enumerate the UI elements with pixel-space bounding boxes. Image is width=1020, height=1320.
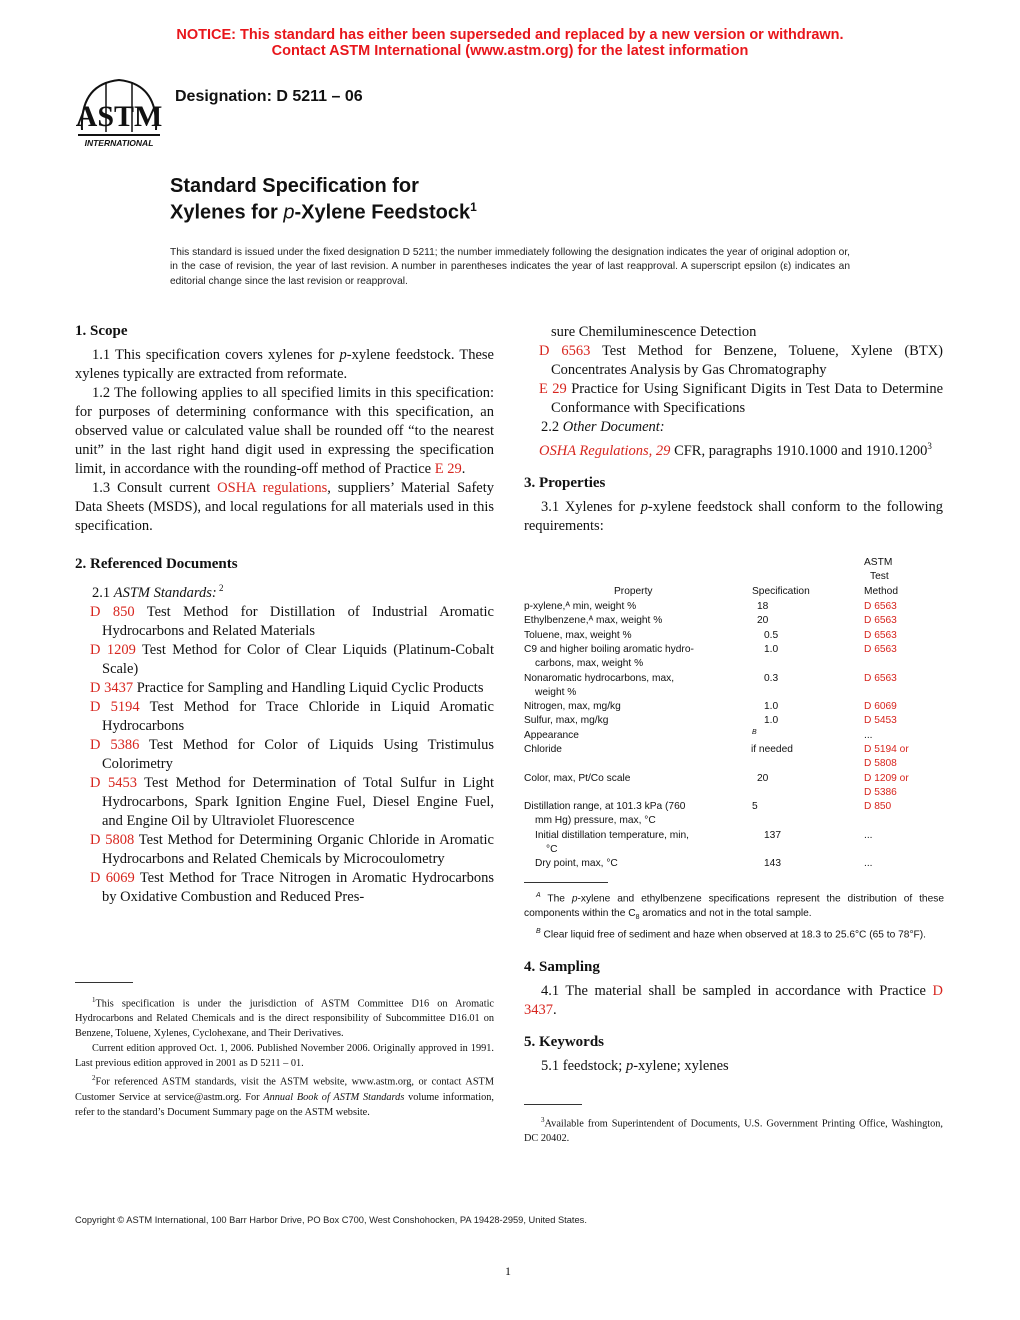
table-row (524, 857, 944, 871)
table-cell-method: ... (864, 729, 873, 741)
table-cell-property: Chloride (524, 744, 562, 755)
table-cell-property: Appearance (524, 729, 579, 741)
reference-link[interactable]: D 5808 (90, 831, 135, 848)
footnote-rule-right (524, 1104, 582, 1105)
reference-item (90, 641, 494, 679)
title-line-1: Standard Specification for (170, 175, 419, 197)
table-cell-method-cont[interactable]: D 5386 (864, 786, 897, 798)
table-cell-property-cont: carbons, max, weight % (535, 658, 644, 670)
notice-line-2: Contact ASTM International (www.astm.org) for the latest information (271, 43, 749, 59)
col-header-method-1: ASTM (864, 557, 893, 568)
reference-link[interactable]: D 6069 (90, 869, 135, 886)
designation: Designation: D 5211 – 06 (175, 88, 363, 105)
reference-title: Test Method for Color of Liquids Using Tristimulus Colorimetry (102, 736, 494, 772)
scope-1-3: 1.3 Consult current OSHA regulations, suppliers’ Material Safety Data Sheets (MSDS), and local regulations for all materials used in this specification. (75, 480, 494, 534)
left-footnotes (75, 993, 494, 1120)
table-cell-method[interactable]: D 1209 or (864, 772, 909, 784)
reference-item (90, 698, 494, 736)
table-row (524, 643, 944, 672)
logo-text: ASTM (76, 100, 162, 133)
table-cell-specification: 0.5 (764, 629, 779, 641)
sampling-heading: 4. Sampling (524, 959, 600, 975)
ref-osha: OSHA Regulations, 29 CFR, paragraphs 1910.1000 and 1910.1200$^3$ (539, 441, 932, 459)
left-column (75, 323, 494, 907)
table-cell-specification: B (752, 728, 757, 736)
link-d3437[interactable]: D 3437 (524, 983, 943, 1018)
refdocs-heading: 2. Referenced Documents (75, 556, 238, 572)
link-osha[interactable]: OSHA regulations (217, 480, 328, 496)
table-cell-property-cont: weight % (535, 686, 577, 698)
intro-paragraph: This standard is issued under the fixed designation D 5211; the number immediately following the designation indicates the year of original adoption or, in the case of revision, the year of last revision. A number in parentheses indicates the year of last reapproval. A superscript epsilon (ε) indicates an editorial change since the last revision or reapproval. (170, 247, 850, 287)
table-cell-method[interactable]: D 6069 (864, 701, 897, 713)
reference-item (90, 736, 494, 774)
link-osha-regulations[interactable]: OSHA Regulations, 29 (539, 442, 671, 459)
footnote-1b: Current edition approved Oct. 1, 2006. Published November 2006. Originally approved in 1991. Last previous edition approved in 2001 as D 5211 – 01. (75, 1043, 494, 1070)
reference-link[interactable]: D 850 (90, 603, 135, 620)
table-footnote-a: $^A$ The p-xylene and ethylbenzene specifications represent the distribution of these components within the $C_8$ aromatics and not in the total sample. (524, 892, 944, 921)
table-cell-specification: 18 (757, 601, 769, 612)
table-cell-method: ... (864, 858, 873, 870)
table-cell-specification: 1.0 (764, 715, 779, 727)
reference-title: Test Method for Benzene, Toluene, Xylene (BTX) Concentrates Analysis by Gas Chromatography (551, 343, 943, 378)
footnote-rule-left (75, 982, 133, 983)
table-cell-method[interactable]: D 850 (864, 801, 892, 813)
table-cell-specification: if needed (751, 744, 793, 755)
ref-d6069-continued: sure Chemiluminescence Detection (551, 324, 757, 340)
page-number: 1 (505, 1264, 511, 1278)
table-cell-method-cont[interactable]: D 5808 (864, 758, 897, 770)
table-cell-method[interactable]: D 6563 (864, 629, 897, 641)
table-cell-method[interactable]: D 5194 or (864, 744, 909, 755)
properties-heading: 3. Properties (524, 474, 606, 491)
ref-list-left (75, 603, 494, 907)
table-cell-specification: 0.3 (764, 672, 779, 684)
scope-heading: 1. Scope (75, 323, 128, 339)
reference-title: Test Method for Color of Clear Liquids (Platinum-Cobalt Scale) (102, 641, 494, 677)
table-footnotes (524, 889, 944, 943)
astm-logo (76, 74, 162, 152)
sampling-4-1: 4.1 The material shall be sampled in accordance with Practice D 3437. (524, 983, 943, 1018)
table-cell-property: Color, max, Pt/Co scale (524, 772, 631, 784)
table-cell-property: p-xylene,ᴬ min, weight % (524, 601, 637, 612)
table-cell-property: Distillation range, at 101.3 kPa (760 (524, 801, 686, 813)
scope-1-2: 1.2 The following applies to all specified limits in this specification: for purposes of determining conformance with this specification, an observed value or calculated value shall be rounded off “to the nearest unit” in the last right hand digit used in expressing the specification limit, in accordance with the rounding-off method of Practice E 29. (75, 385, 494, 477)
table-footnote-rule (524, 882, 608, 883)
reference-title: Practice for Sampling and Handling Liquid Cyclic Products (133, 679, 484, 696)
table-cell-specification: 20 (757, 615, 769, 627)
reference-link[interactable]: D 6563 (539, 343, 591, 359)
reference-item (90, 774, 494, 831)
right-column (524, 323, 943, 536)
keywords-heading: 5. Keywords (524, 1034, 604, 1050)
reference-title: Test Method for Determining Organic Chloride in Aromatic Hydrocarbons and Related Chemicals by Microcoulometry (102, 831, 494, 867)
table-cell-property: Dry point, max, °C (535, 858, 618, 870)
table-row (524, 614, 944, 628)
table-row (524, 800, 944, 829)
col-header-method-3: Method (864, 585, 898, 597)
table-row (524, 729, 944, 743)
table-footnote-b: $^B$ Clear liquid free of sediment and haze when observed at 18.3 to 25.6°C (65 to 78°F). (536, 928, 926, 941)
col-header-specification: Specification (752, 585, 810, 597)
table-cell-method[interactable]: D 6563 (864, 615, 897, 627)
footnote-1: $^1$This specification is under the jurisdiction of ASTM Committee D16 on Aromatic Hydrocarbons and Related Chemicals and is the direct responsibility of Subcommittee D16.01 on Benzene, Toluene, Xylenes, Cyclohexane, and Their Derivatives. (75, 996, 494, 1040)
table-cell-method[interactable]: D 6563 (864, 601, 897, 612)
table-cell-specification: 143 (764, 858, 781, 870)
table-row (524, 829, 944, 858)
title-line-2: Xylenes for p-Xylene Feedstock$^1$ (170, 200, 477, 224)
table-cell-specification: 1.0 (764, 701, 779, 713)
table-cell-specification: 1.0 (764, 643, 779, 655)
sampling-section (524, 959, 943, 1076)
scope-1-1: 1.1 This specification covers xylenes for p-xylene feedstock. These xylenes typically are extracted from reformate. (75, 347, 494, 382)
notice-line-1: NOTICE: This standard has either been superseded and replaced by a new version or withdrawn. (176, 27, 844, 43)
table-cell-property: Ethylbenzene,ᴬ max, weight % (524, 615, 663, 627)
keywords-5-1: 5.1 feedstock; p-xylene; xylenes (541, 1058, 729, 1074)
table-cell-method[interactable]: D 6563 (864, 672, 897, 684)
logo-subtext: INTERNATIONAL (84, 138, 154, 148)
table-cell-property-cont: mm Hg) pressure, max, °C (535, 815, 656, 827)
reference-link[interactable]: D 5386 (90, 736, 140, 753)
table-cell-method[interactable]: D 6563 (864, 643, 897, 655)
table-cell-property: Nitrogen, max, mg/kg (524, 701, 621, 713)
table-row (524, 700, 944, 714)
reference-link[interactable]: E 29 (539, 381, 567, 397)
reference-item (90, 603, 494, 641)
reference-title: Test Method for Trace Nitrogen in Aromatic Hydrocarbons by Oxidative Combustion and Reduced Pres- (102, 869, 494, 905)
table-row (524, 600, 944, 614)
col-header-method-2: Test (870, 571, 889, 583)
table-cell-property: Toluene, max, weight % (524, 629, 632, 641)
table-row (524, 714, 944, 728)
table-cell-property: C9 and higher boiling aromatic hydro- (524, 643, 694, 655)
table-cell-method: ... (864, 829, 873, 841)
link-e29[interactable]: E 29 (434, 461, 462, 477)
table-cell-property: Sulfur, max, mg/kg (524, 715, 609, 727)
table-cell-property: Initial distillation temperature, min, (535, 829, 690, 841)
table-row (524, 743, 944, 772)
table-row (524, 772, 944, 801)
ref-list-right (524, 342, 943, 418)
properties-table (524, 556, 944, 876)
table-cell-method[interactable]: D 5453 (864, 715, 897, 727)
table-cell-property-cont: °C (546, 844, 558, 856)
reference-item (90, 869, 494, 907)
table-cell-specification: 5 (752, 801, 758, 813)
copyright: Copyright © ASTM International, 100 Barr Harbor Drive, PO Box C700, West Conshohocken, PA 19428-2959, United States. (75, 1215, 587, 1225)
reference-title: Test Method for Trace Chloride in Liquid Aromatic Hydrocarbons (102, 698, 494, 734)
refdocs-2-1: 2.1 ASTM Standards: $^2$ (92, 583, 224, 601)
reference-title: Test Method for Distillation of Industrial Aromatic Hydrocarbons and Related Materials (102, 603, 494, 639)
reference-item (539, 380, 943, 418)
reference-item (90, 831, 494, 869)
reference-item (90, 679, 494, 698)
col-header-property: Property (614, 585, 653, 597)
properties-3-1: 3.1 Xylenes for p-xylene feedstock shall conform to the following requirements: (524, 498, 943, 534)
reference-link[interactable]: D 5194 (90, 698, 140, 715)
reference-link[interactable]: D 3437 (90, 679, 134, 696)
footnote-3: $^3$Available from Superintendent of Documents, U.S. Government Printing Office, Washington, DC 20402. (524, 1116, 943, 1145)
refdocs-2-2: 2.2 Other Document: (541, 419, 665, 435)
table-cell-specification: 20 (757, 772, 769, 784)
reference-link[interactable]: D 5453 (90, 774, 137, 791)
reference-link[interactable]: D 1209 (90, 641, 136, 658)
table-row (524, 672, 944, 701)
table-row (524, 629, 944, 643)
reference-title: Practice for Using Significant Digits in Test Data to Determine Conformance with Specifications (551, 381, 944, 416)
reference-item (539, 342, 943, 380)
footnote-2: $^2$For referenced ASTM standards, visit the ASTM website, www.astm.org, or contact ASTM Customer Service at service@astm.org. For Annual Book of ASTM Standards volume information, refer to the standard’s Document Summary page on the ASTM website. (75, 1074, 494, 1118)
reference-title: Test Method for Determination of Total Sulfur in Light Hydrocarbons, Spark Ignition Engine Fuel, Diesel Engine Fuel, and Engine Oil by Ultraviolet Fluorescence (102, 774, 494, 829)
table-cell-specification: 137 (764, 829, 781, 841)
table-cell-property: Nonaromatic hydrocarbons, max, (524, 672, 675, 684)
